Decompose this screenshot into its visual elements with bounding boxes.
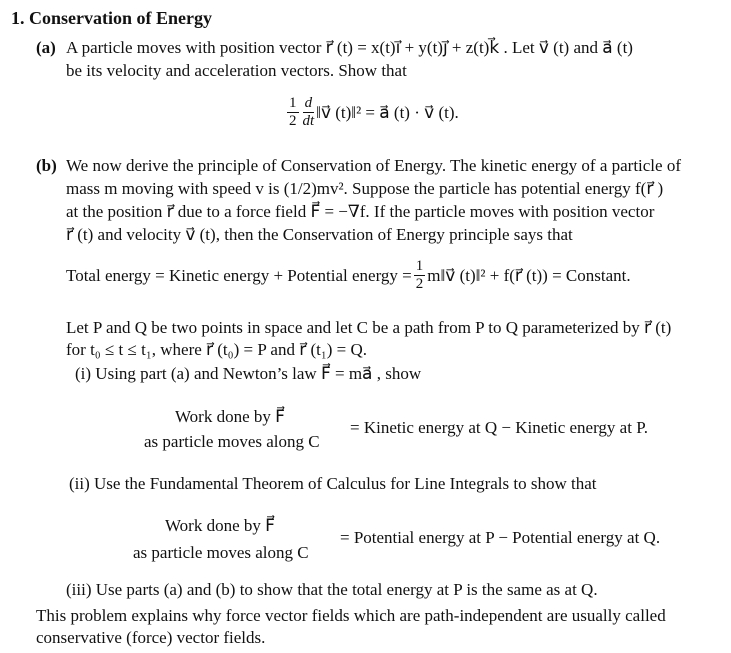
part-a-line2: be its velocity and acceleration vectors. Show that bbox=[66, 61, 407, 80]
sub-part-i: (i) Using part (a) and Newton’s law F⃗ = ma⃗ , show bbox=[75, 364, 422, 383]
energy-fraction: $\frac{1}{2}$ bbox=[415, 258, 424, 292]
equation-rest: ‖v⃗ (t)‖² = a⃗ (t) · v⃗ (t). bbox=[316, 102, 459, 122]
part-b-line1: We now derive the principle of Conservation of Energy. The kinetic energy of a particle of bbox=[66, 156, 681, 175]
part-b-line4: r⃗ (t) and velocity v⃗ (t), then the Conservation of Energy principle says that bbox=[66, 225, 573, 244]
part-a-line1: A particle moves with position vector r⃗ (t) = x(t)i⃗ + y(t)j⃗ + z(t)k⃗ . Let v⃗ (t) and a⃗ (t) bbox=[66, 38, 633, 57]
work-1-label-a: Work done by F⃗ bbox=[175, 407, 285, 426]
work-2-label-a: Work done by F⃗ bbox=[165, 516, 275, 535]
fraction-half: $\frac{1}{2}$ bbox=[289, 95, 297, 129]
work-1-equation: = Kinetic energy at Q − Kinetic energy at P. bbox=[350, 418, 649, 437]
part-b-line5: Let P and Q be two points in space and let C be a path from P to Q parameterized by r⃗ (t) bbox=[66, 318, 672, 337]
part-b-line3: at the position r⃗ due to a force field F⃗ = −∇f. If the particle moves with position vector bbox=[66, 202, 655, 221]
part-b-line2: mass m moving with speed v is (1/2)mv². Suppose the particle has potential energy f(r⃗ ) bbox=[66, 179, 664, 198]
work-1-label-b: as particle moves along C bbox=[144, 432, 320, 451]
sub-part-iii: (iii) Use parts (a) and (b) to show that the total energy at P is the same as at Q. bbox=[66, 580, 598, 599]
part-a-equation bbox=[285, 96, 459, 129]
closing-line1: This problem explains why force vector fields which are path-independent are usually called bbox=[36, 606, 666, 625]
problem-title: 1. Conservation of Energy bbox=[11, 8, 212, 28]
energy-eq-right: m‖v⃗ (t)‖² + f(r⃗ (t)) = Constant. bbox=[427, 265, 631, 285]
energy-equation bbox=[66, 259, 631, 292]
part-b-label: (b) bbox=[36, 156, 57, 175]
part-a-label: (a) bbox=[36, 38, 56, 57]
closing-line2: conservative (force) vector fields. bbox=[36, 628, 266, 647]
work-2-equation: = Potential energy at P − Potential energy at Q. bbox=[340, 528, 661, 547]
sub-part-ii: (ii) Use the Fundamental Theorem of Calculus for Line Integrals to show that bbox=[69, 474, 597, 493]
fraction-derivative: $\frac{d}{dt}$ bbox=[302, 95, 315, 129]
work-2-label-b: as particle moves along C bbox=[133, 543, 309, 562]
energy-eq-left: Total energy = Kinetic energy + Potential energy = bbox=[66, 265, 412, 285]
part-b-line6: for t₀ ≤ t ≤ t₁, where r⃗ (t₀) = P and r⃗ (t₁) = Q. bbox=[66, 340, 368, 359]
